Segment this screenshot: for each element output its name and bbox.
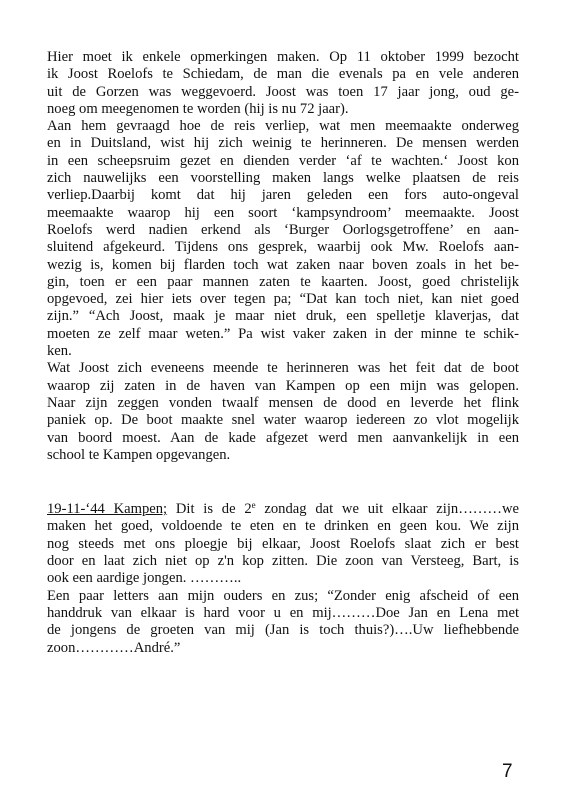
text-line: moeten ze zelf maar weten.” Pa wist vaker zaken in der minne te schik-: [47, 325, 519, 342]
text-line: Naar zijn zeggen vonden twaalf mensen de dood en leverde het flink: [47, 394, 519, 411]
text-line: zich nauwelijks een voorstelling maken langs welke plaatsen de reis: [47, 170, 519, 187]
text-line: ken.: [47, 343, 72, 360]
text-line: ook een aardige jongen. ………..: [47, 570, 242, 587]
text-line: [47, 501, 519, 518]
ordinal-superscript: e: [251, 500, 256, 511]
text-line: opgevoed, zei hier iets over tegen pa; “Dat kan toch niet, kan niet goed: [47, 291, 519, 308]
text-line: meemaakte waarop hij een soort ‘kampsyndroom’ meemaakte. Joost: [47, 204, 519, 221]
text-line: verliep.Daarbij komt dat hij jaren geleden een fors auto-ongeval: [47, 187, 519, 204]
paragraph-intro: [47, 49, 519, 118]
text-line: Hier moet ik enkele opmerkingen maken. Op 11 oktober 1999 bezocht: [47, 49, 519, 65]
text-line: van boord moest. Aan de kade afgezet werd men aanvankelijk in een: [47, 429, 519, 446]
page-number: 7: [502, 761, 513, 782]
text-line: Aan hem gevraagd hoe de reis verliep, wat men meemaakte onderweg: [47, 118, 519, 135]
entry-text: Dit is de 2: [167, 501, 252, 518]
text-line: Roelofs werd nadien erkend als ‘Burger Oorlogsgetroffene’ en aan-: [47, 221, 519, 238]
text-line: ik Joost Roelofs te Schiedam, de man die evenals pa en vele anderen: [47, 66, 519, 83]
text-line: Wat Joost zich eveneens meende te herinneren was het feit dat de boot: [47, 360, 519, 377]
entry-date-place: 19-11-‘44 Kampen;: [47, 501, 168, 518]
paragraph-letter-closing: [47, 588, 519, 657]
text-line: door en laat zich niet op z'n kop zitten. Die zoon van Versteeg, Bart, is: [47, 553, 519, 570]
text-line: gin, toen er een paar mannen zaten te kaarten. Joost, goed christelijk: [47, 273, 519, 290]
text-line: sluitend afgekeurd. Tijdens ons gesprek, waarbij ook Mw. Roelofs aan-: [47, 239, 519, 256]
paragraph-interview: [47, 118, 519, 360]
text-line: school te Kampen opgevangen.: [47, 446, 231, 463]
text-line: waarop zij zaten in de haven van Kampen op een mijn was gelopen.: [47, 377, 519, 394]
text-line: en in Duitsland, wist hij zich weinig te herinneren. De mensen werden: [47, 135, 519, 152]
text-line: Een paar letters aan mijn ouders en zus; “Zonder enig afscheid of een: [47, 587, 519, 604]
text-line: wezig is, komen bij flarden toch wat zaken naar boven zoals in het be-: [47, 256, 519, 273]
page-body: [47, 49, 519, 657]
text-line: uit de Gorzen was weggevoerd. Joost was toen 17 jaar jong, oud ge-: [47, 83, 519, 100]
text-line: maken het goed, voldoende te eten en te drinken en geen kou. We zijn: [47, 518, 519, 535]
text-line: in een scheepsruim gezet en dienden verder ‘af te wachten.‘ Joost kon: [47, 152, 519, 169]
text-line: zijn.” “Ach Joost, maak je maar niet druk, een spelletje klaverjas, dat: [47, 308, 519, 325]
text-line: paniek op. De boot maakte snel water waarop iedereen zo vlot mogelijk: [47, 412, 519, 429]
paragraph-mine-incident: [47, 360, 519, 464]
text-line: noeg om meegenomen te worden (hij is nu 72 jaar).: [47, 100, 349, 117]
letter-entry: [47, 501, 519, 587]
text-line: handdruk van elkaar is hard voor u en mij………Doe Jan en Lena met: [47, 604, 519, 621]
section-spacer: [47, 464, 519, 501]
entry-text: zondag dat we uit elkaar zijn………we: [255, 501, 519, 518]
text-line: de jongens de groeten van mij (Jan is toch thuis?)….Uw liefhebbende: [47, 622, 519, 639]
text-line: zoon…………André.”: [47, 639, 181, 656]
text-line: nog steeds met ons ploegje bij elkaar, Joost Roelofs slaat zich er best: [47, 535, 519, 552]
